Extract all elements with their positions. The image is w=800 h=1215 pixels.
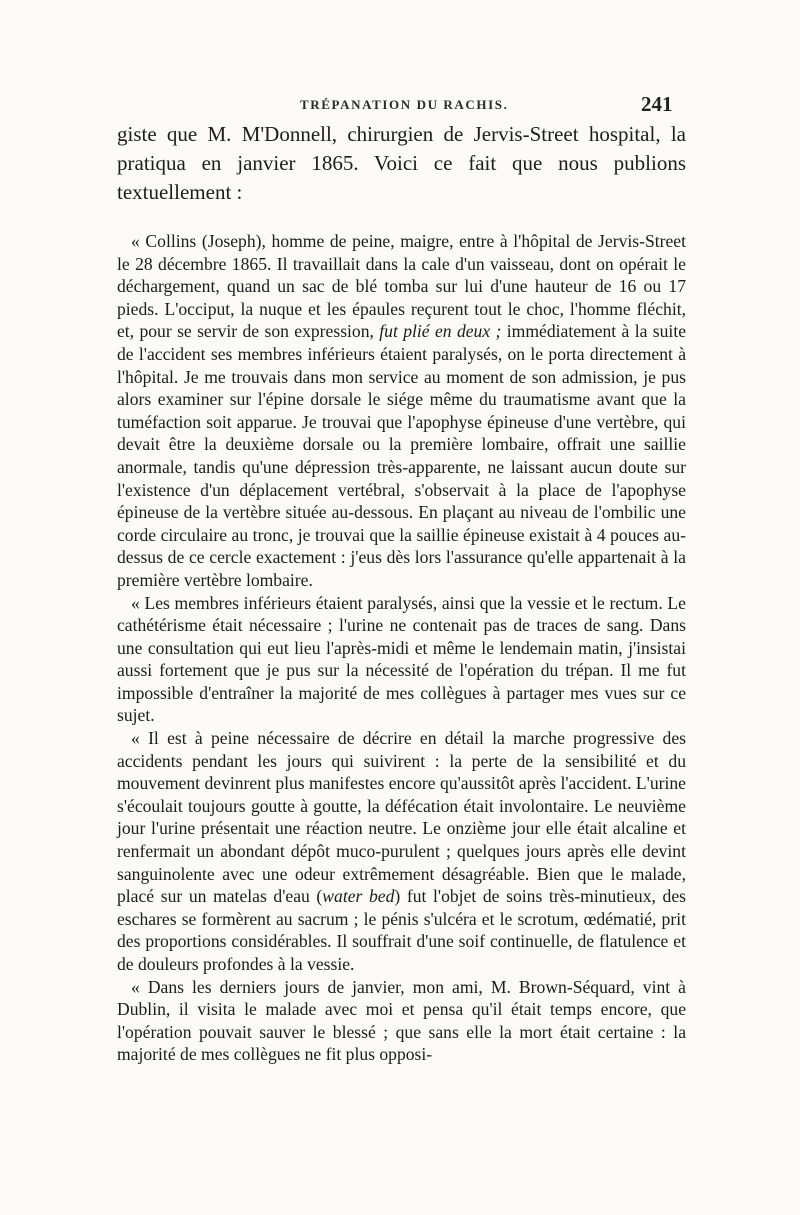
- case-history-text-2: immédiatement à la suite de l'accident ses membres inférieurs étaient paralysés, on le porta directement à l'hôpital. Je me trouvais dans mon service au moment de son admission, je pus alors examiner sur l'épine dorsale le siége même du traumatisme avant que la tuméfaction soit apparue. Je trouvai que l'apophyse épineuse d'une vertèbre, qui devait être la deuxième dorsale ou la première lombaire, offrait une saillie anormale, tandis qu'une dépression très-apparente, ne laissant aucun doute sur l'existence d'un déplacement vertébral, s'observait à la place de l'apophyse épineuse de la vertèbre située au-dessous. En plaçant au niveau de l'ombilic une corde circulaire au tronc, je trouvai que la saillie épineuse existait à 4 pouces au-dessus de ce cercle exactement : j'eus dès lors l'assurance qu'elle appartenait à la première vertèbre lombaire.: [117, 321, 687, 590]
- running-head: TRÉPANATION DU RACHIS.: [300, 97, 509, 112]
- progression-text-1: « Il est à peine nécessaire de décrire en détail la marche progressive des accidents pendant les jours qui suivirent : la perte de la sensibilité et du mouvement devinrent plus manifestes encore qu'aussitôt après l'accident. L'urine s'écoulait toujours goutte à goutte, la défécation était involontaire. Le neuvième jour l'urine présentait une réaction neutre. Le onzième jour elle était alcaline et renfermait un abondant dépôt muco-purulent ; quelques jours après elle devint sanguinolente avec une odeur extrêmement désagréable. Bien que le malade, placé sur un matelas d'eau (: [117, 728, 686, 907]
- progression-text-2: ) fut l'objet de soins très-minutieux, des eschares se formèrent au sacrum ; le pénis s'ulcéra et le scrotum, œdématié, prit des proportions considérables. Il souffrait d'une soif continuelle, de flatulence et de douleurs profondes à la vessie.: [117, 886, 686, 974]
- page-number: 241: [641, 92, 673, 116]
- case-history-italic: fut plié en deux ;: [379, 321, 502, 342]
- case-history-text-1: « Collins (Joseph), homme de peine, maigre, entre à l'hôpital de Jervis-Street le 28 décembre 1865. Il travaillait dans la cale d'un vaisseau, dont on opérait le déchargement, quand un sac de blé tomba sur lui d'une hauteur de 16 ou 17 pieds. L'occiput, la nuque et les épaules reçurent tout le choc, l'homme fléchit, et, pour se servir de son expression,: [117, 231, 686, 342]
- paragraph-brown-sequard: « Dans les derniers jours de janvier, mon ami, M. Brown-Séquard, vint à Dublin, il visita le malade avec moi et pensa qu'il était temps encore, que l'opération pouvait sauver le blessé ; que sans elle la mort était certaine : la majorité de mes collègues ne fit plus opposi-: [117, 976, 686, 1065]
- progression-italic: water bed: [322, 886, 395, 907]
- paragraph-progression: [117, 727, 686, 976]
- paragraph-intro: giste que M. M'Donnell, chirurgien de Jervis-Street hospital, la pratiqua en janvier 1865. Voici ce fait que nous publions textuellement :: [117, 122, 686, 204]
- paragraph-paralysis: « Les membres inférieurs étaient paralysés, ainsi que la vessie et le rectum. Le cathétérisme était nécessaire ; l'urine ne contenait pas de traces de sang. Dans une consultation qui eut lieu l'après-midi et même le lendemain matin, j'insistai aussi fortement que je pus sur la nécessité de l'opération du trépan. Il me fut impossible d'entraîner la majorité de mes collègues à partager mes vues sur ce sujet.: [117, 592, 686, 726]
- paragraph-case-history: [117, 230, 686, 592]
- page-body: [117, 120, 686, 1066]
